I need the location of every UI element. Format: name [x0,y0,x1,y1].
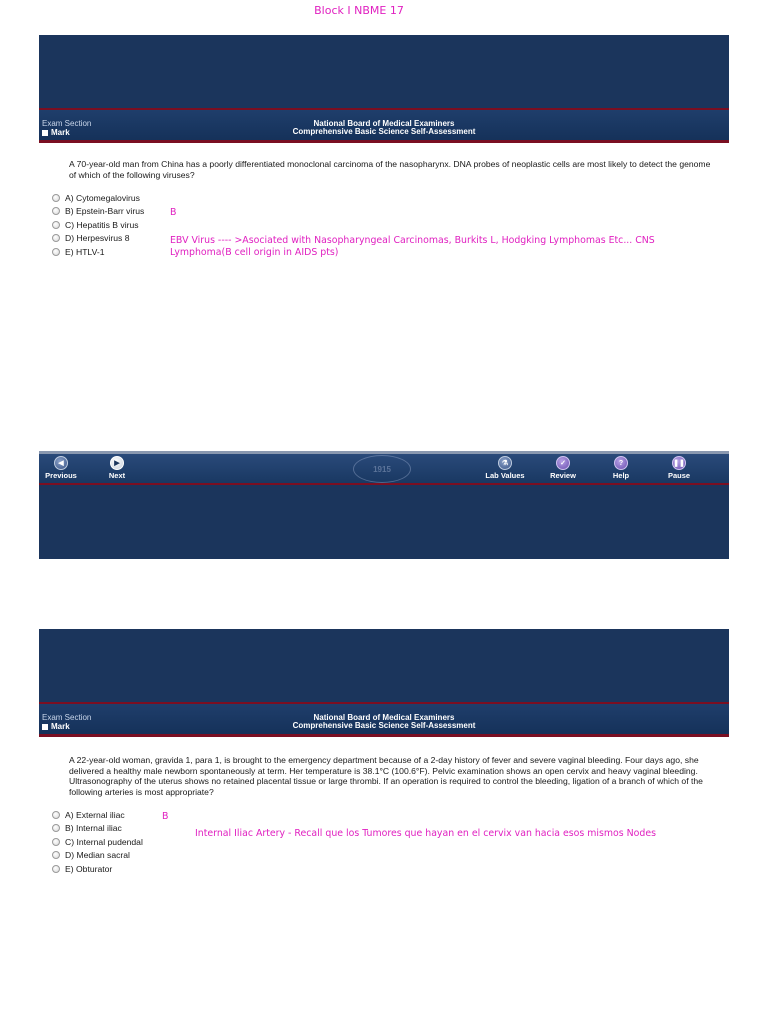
radio-icon[interactable] [52,248,60,256]
radio-icon[interactable] [52,207,60,215]
radio-icon[interactable] [52,851,60,859]
exam-header [39,629,729,737]
next-button[interactable] [95,456,139,480]
answer-options [52,808,143,876]
lab-values-label: Lab Values [485,471,525,480]
answer-option-d[interactable] [52,232,144,246]
mark-label: Mark [51,722,70,731]
explanation-note: Internal Iliac Artery - Recall que los Tumores que hayan en el cervix van hacia esos mismos Nodes [195,828,656,839]
answer-option-e[interactable] [52,862,143,876]
header-bottom-line [39,734,729,737]
radio-icon[interactable] [52,221,60,229]
next-label: Next [108,471,126,480]
pause-button[interactable] [657,456,701,480]
assessment-name: Comprehensive Basic Science Self-Assessment [292,127,476,136]
explanation-note: EBV Virus ---- >Asociated with Nasopharyngeal Carcinomas, Burkits L, Hodgking Lymphomas Etc... CNS Lymphoma(B cell origin in AIDS pts) [170,235,655,258]
option-label: C) Hepatitis B virus [65,219,139,230]
flask-icon: ⚗ [498,456,512,470]
option-label: C) Internal pudendal [65,836,143,847]
assessment-name: Comprehensive Basic Science Self-Assessment [292,721,476,730]
header-bottom-line [39,140,729,143]
radio-icon[interactable] [52,811,60,819]
question-stem: A 70-year-old man from China has a poorly differentiated monoclonal carcinoma of the nasopharynx. DNA probes of neoplastic cells are most likely to detect the genome of which of the following viruses? [69,159,711,180]
answer-options [52,191,144,259]
pause-icon: ❚❚ [672,456,686,470]
option-label: D) Median sacral [65,850,130,861]
help-button[interactable] [599,456,643,480]
radio-icon[interactable] [52,194,60,202]
radio-icon[interactable] [52,865,60,873]
lab-values-button[interactable] [483,456,527,480]
option-label: B) Epstein-Barr virus [65,206,145,217]
answer-option-d[interactable] [52,849,143,863]
option-label: E) HTLV-1 [65,246,105,257]
board-name: National Board of Medical Examiners [313,713,455,722]
answer-option-e[interactable] [52,245,144,259]
option-label: E) Obturator [65,863,113,874]
option-label: A) External iliac [65,809,125,820]
answer-option-a[interactable] [52,808,143,822]
option-label: B) Internal iliac [65,823,122,834]
exam-section-label: Exam Section [42,119,92,128]
document-title: Block I NBME 17 [314,4,404,17]
answer-option-a[interactable] [52,191,144,205]
answer-note: B [162,811,169,822]
answer-option-c[interactable] [52,218,144,232]
question-icon: ? [614,456,628,470]
board-name: National Board of Medical Examiners [313,119,455,128]
arrow-right-icon: ▶ [110,456,124,470]
exam-section-label: Exam Section [42,713,92,722]
navigation-bar [39,451,729,559]
radio-icon[interactable] [52,838,60,846]
question-stem: A 22-year-old woman, gravida 1, para 1, is brought to the emergency department because of a 2-day history of fever and severe vaginal bleeding. Four days ago, she delivered a healthy male newborn spontaneously at term. Her temperature is 38.1°C (100.6°F). Pelvic examination shows an open cervix and heavy vaginal bleeding. Ultrasonography of the uterus shows no retained placental tissue or large thrombi. If an operation is required to control the bleeding, ligation of a branch of which of the following arteries is most appropriate? [69,755,703,797]
answer-note: B [170,207,177,218]
previous-button[interactable] [39,456,83,480]
arrow-left-icon: ◀ [54,456,68,470]
help-label: Help [612,471,630,480]
answer-option-b[interactable] [52,822,143,836]
radio-icon[interactable] [52,234,60,242]
radio-icon[interactable] [52,824,60,832]
nav-divider [39,483,729,485]
previous-label: Previous [45,471,77,480]
answer-option-b[interactable] [52,205,144,219]
review-button[interactable] [541,456,585,480]
mark-label: Mark [51,128,70,137]
nbme-seal-icon: 1915 [353,455,411,483]
option-label: A) Cytomegalovirus [65,192,140,203]
check-icon: ✓ [556,456,570,470]
exam-header [39,35,729,143]
option-label: D) Herpesvirus 8 [65,233,130,244]
answer-option-c[interactable] [52,835,143,849]
pause-label: Pause [667,471,691,480]
review-label: Review [550,471,576,480]
